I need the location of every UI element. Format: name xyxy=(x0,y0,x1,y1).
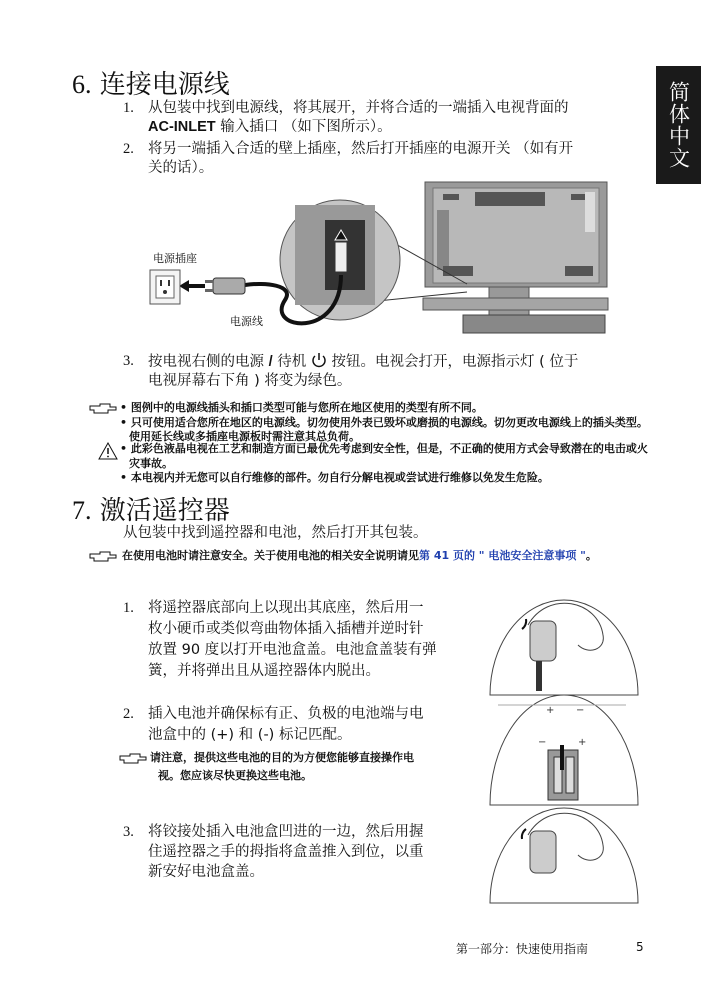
step-6-3: 3. 按电视右侧的电源 / 待机 按钮。电视会打开，电源指示灯 ( 位于 电视屏幕右下角 ) 将变为绿色。 xyxy=(123,353,579,389)
warning-block: • 此彩色液晶电视在工艺和制造方面已最优先考虑到安全性，但是，不正确的使用方式会导致潜在的电击或火灾事故。 • 本电视内并无您可以自行维修的部件。勿自行分解电视或尝试进行维修以免发生危险。 xyxy=(88,442,648,486)
svg-text:−: − xyxy=(576,705,585,716)
warning-icon xyxy=(98,442,118,460)
section-7-number: 7. xyxy=(72,496,92,525)
svg-text:+: + xyxy=(546,705,555,716)
note-hand-icon xyxy=(88,401,118,415)
close-cover-image xyxy=(490,808,638,903)
section-6-title: 连接电源线 xyxy=(99,70,230,100)
wall-outlet-image xyxy=(150,270,180,304)
step-7-1: 1. 将遥控器底部向上以现出其底座，然后用一 枚小硬币或类似弯曲物体插入插槽并逆时针 放置 90 度以打开电池盒盖。电池盒盖装有弹 簧，并将弹出且从遥控器体内脱出。 xyxy=(123,600,437,679)
note-hand-icon xyxy=(118,751,148,765)
power-connection-illustration xyxy=(145,180,615,340)
remote-battery-illustrations xyxy=(488,585,640,905)
step-6-2: 2. 将另一端插入合适的壁上插座，然后打开插座的电源开关 （如有开 关的话）。 xyxy=(123,141,574,176)
inlet-zoom-circle xyxy=(280,200,400,320)
battery-note: 在使用电池时请注意安全。关于使用电池的相关安全说明请见第 41 页的 " 电池安全注意事项 "。 xyxy=(88,547,648,565)
note-hand-icon xyxy=(88,549,118,563)
section-7-heading xyxy=(72,490,230,527)
step-7-3: 3. 将铰接处插入电池盒凹进的一边，然后用握 住遥控器之手的拇指将盒盖推入到位，以重 新安好电池盒盖。 xyxy=(123,824,424,880)
section-7-title: 激活遥控器 xyxy=(99,496,230,526)
step-7-2: 2. 插入电池并确保标有正、负极的电池端与电 池盒中的 (+) 和 (-) 标记匹配。 xyxy=(123,706,424,743)
step-7-2-note: 请注意，提供这些电池的目的为方便您能够直接操作电 视。您应该尽快更换这些电池。 xyxy=(118,749,488,785)
svg-text:+: + xyxy=(578,737,587,748)
section-6-heading xyxy=(72,64,230,101)
page-number: 5 xyxy=(636,940,644,954)
plug-image xyxy=(205,278,245,294)
language-tab: 简体中文 xyxy=(656,66,701,184)
note-block: • 图例中的电源线插头和插口类型可能与您所在地区使用的类型有所不同。 • 只可使用适合您所在地区的电源线。切勿使用外表已毁坏或磨损的电源线。切勿更改电源线上的插头类型。使用延长线或多插座电源板时需注意其总负荷。 xyxy=(88,401,648,445)
insert-battery-image xyxy=(490,695,638,805)
footer-section: 第一部分：快速使用指南 xyxy=(456,942,589,956)
tv-back-image xyxy=(423,182,608,333)
open-cover-image xyxy=(490,600,638,695)
power-icon xyxy=(311,352,327,368)
battery-safety-link[interactable]: 第 41 页的 " 电池安全注意事项 " xyxy=(419,549,586,562)
section-6-number: 6. xyxy=(72,70,92,99)
cord-label: 电源线 xyxy=(230,315,263,328)
step-6-1: 1. 从包装中找到电源线，将其展开，并将合适的一端插入电视背面的 AC-INLET 输入插口 （如下图所示）。 xyxy=(123,100,569,135)
section-7-intro: 从包装中找到遥控器和电池，然后打开其包装。 xyxy=(123,525,428,541)
outlet-label: 电源插座 xyxy=(153,252,197,265)
svg-text:−: − xyxy=(538,737,547,748)
